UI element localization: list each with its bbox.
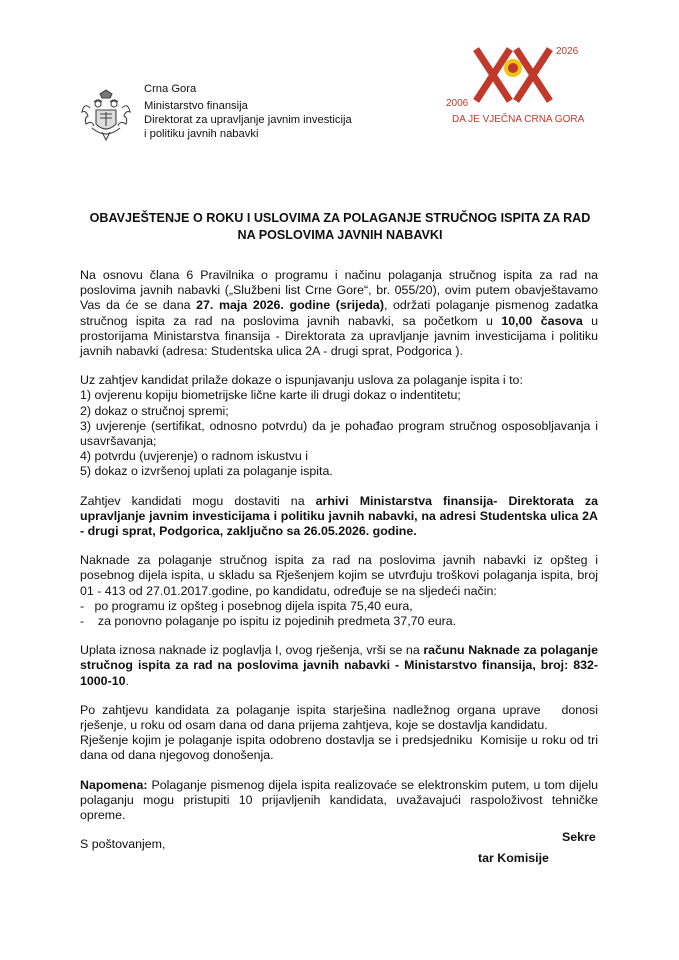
fees-text: Naknade za polaganje stručnog ispita za rad na poslovima javnih nabavki iz opšteg i posebnog dijela ispita, u skladu sa Rješenjem kojim se utvrđuju troškovi polaganja ispita, broj 01 - 413 od 27.01.2017.godine, po kandidatu, određuje se na sljedeći način: — [80, 553, 598, 598]
submission-details: arhivi Ministarstva finansija- Direktorata za upravljanje javnim investicijama i politiku javnih nabavki, na adresi Studentska ulica 2A - drugi sprat, Podgorica, zaključno sa 26.05.2026. godine. — [80, 493, 599, 539]
closing-greeting: S poštovanjem, — [80, 837, 166, 852]
slogan: DA JE VJEČNA CRNA GORA — [452, 114, 584, 125]
list-item: 3) uvjerenje (sertifikat, odnosno potvrdu) da je pohađao program stručnog osposobljavanja i usavršavanja; — [80, 418, 598, 449]
document-title — [80, 210, 600, 244]
anniversary-logo — [444, 40, 584, 132]
directorate-line-2: i politiku javnih nabavki — [144, 128, 259, 140]
paragraph-requirements — [80, 373, 598, 479]
list-item: 2) dokaz o stručnoj spremi; — [80, 403, 229, 418]
paragraph-fees — [80, 553, 598, 629]
exam-time: 10,00 časova — [501, 313, 583, 328]
p5-text-a: Uplata iznosa naknade iz poglavlja I, ovog rješenja, vrši se na — [80, 643, 424, 658]
fee-item: - za ponovno polaganje po ispitu iz pojedinih predmeta 37,70 eura. — [80, 614, 457, 629]
title-line-2: NA POSLOVIMA JAVNIH NABAVKI — [237, 228, 443, 242]
ministry-name: Ministarstvo finansija — [144, 100, 248, 112]
p5-text-c: . — [125, 673, 129, 688]
note-label: Napomena: — [80, 777, 148, 792]
paragraph-submission — [80, 494, 598, 540]
requirements-intro: Uz zahtjev kandidat prilaže dokaze o ispunjavanju uslova za polaganje ispita i to: — [80, 373, 523, 388]
coat-of-arms-icon — [78, 88, 134, 144]
fee-item: - po programu iz opšteg i posebnog dijela ispita 75,40 eura, — [80, 598, 413, 613]
decision-line-1: Po zahtjevu kandidata za polaganje ispita starješina nadležnog organa uprave donosi rješenje, u roku od osam dana od dana prijema zahtjeva, koje se dostavlja kandidatu. — [80, 702, 602, 733]
decision-line-2: Rješenje kojim je polaganje ispita odobreno dostavlja se i predsjedniku Komisije u roku od tri dana od dana njegovog donošenja. — [80, 733, 602, 763]
paragraph-decision — [80, 702, 602, 764]
paragraph-announcement — [80, 268, 598, 359]
paragraph-payment — [80, 643, 598, 689]
p3-text-a: Zahtjev kandidati mogu dostaviti na — [80, 493, 316, 508]
country-name: Crna Gora — [144, 83, 197, 95]
exam-date: 27. maja 2026. godine (srijeda) — [196, 298, 384, 313]
title-line-1: OBAVJEŠTENJE O ROKU I USLOVIMA ZA POLAGANJE STRUČNOG ISPITA ZA RAD — [89, 211, 591, 225]
paragraph-note — [80, 778, 598, 824]
directorate-line-1: Direktorat za upravljanje javnim investicija — [144, 114, 352, 126]
p1-text-e: u prostorijama Ministarstva finansija - Direktorata za upravljanje javnim investicijama i politiku javnih nabavki (adresa: Studentska ulica 2A - drugi sprat, Podgorica ). — [80, 313, 598, 359]
list-item: 1) ovjerenu kopiju biometrijske lične karte ili drugi dokaz o indentitetu; — [80, 388, 461, 403]
document-body — [80, 268, 602, 853]
signature-part-2: tar Komisije — [478, 851, 549, 865]
year-right: 2026 — [556, 46, 579, 57]
p1-text-c: , održati polaganje pismenog zadatka stručnog ispita za rad na poslovima javnih nabavki, sa početkom u — [80, 298, 598, 328]
list-item: 5) dokaz o izvršenoj uplati za polaganje ispita. — [80, 464, 333, 479]
p1-text-a: Na osnovu člana 6 Pravilnika o programu i načinu polaganja stručnog ispita za rad na poslovima javnih nabavki („Službeni list Crne Gore“, br. 055/20), ovim putem obavještavamo Vas da će se dana — [80, 268, 598, 313]
payment-account: računu Naknade za polaganje stručnog ispita za rad na poslovima javnih nabavki - Ministarstvo finansija, broj: 832-1000-10 — [80, 643, 598, 688]
signature-part-1: Sekre — [562, 830, 596, 844]
list-item: 4) potvrdu (uvjerenje) o radnom iskustvu i — [80, 449, 308, 464]
note-text: Polaganje pismenog dijela ispita realizovaće se elektronskim putem, u tom dijelu polaganju mogu pristupiti 10 prijavljenih kandidata, uvažavajući raspoloživost tehničke opreme. — [80, 777, 598, 823]
year-left: 2006 — [446, 98, 469, 109]
